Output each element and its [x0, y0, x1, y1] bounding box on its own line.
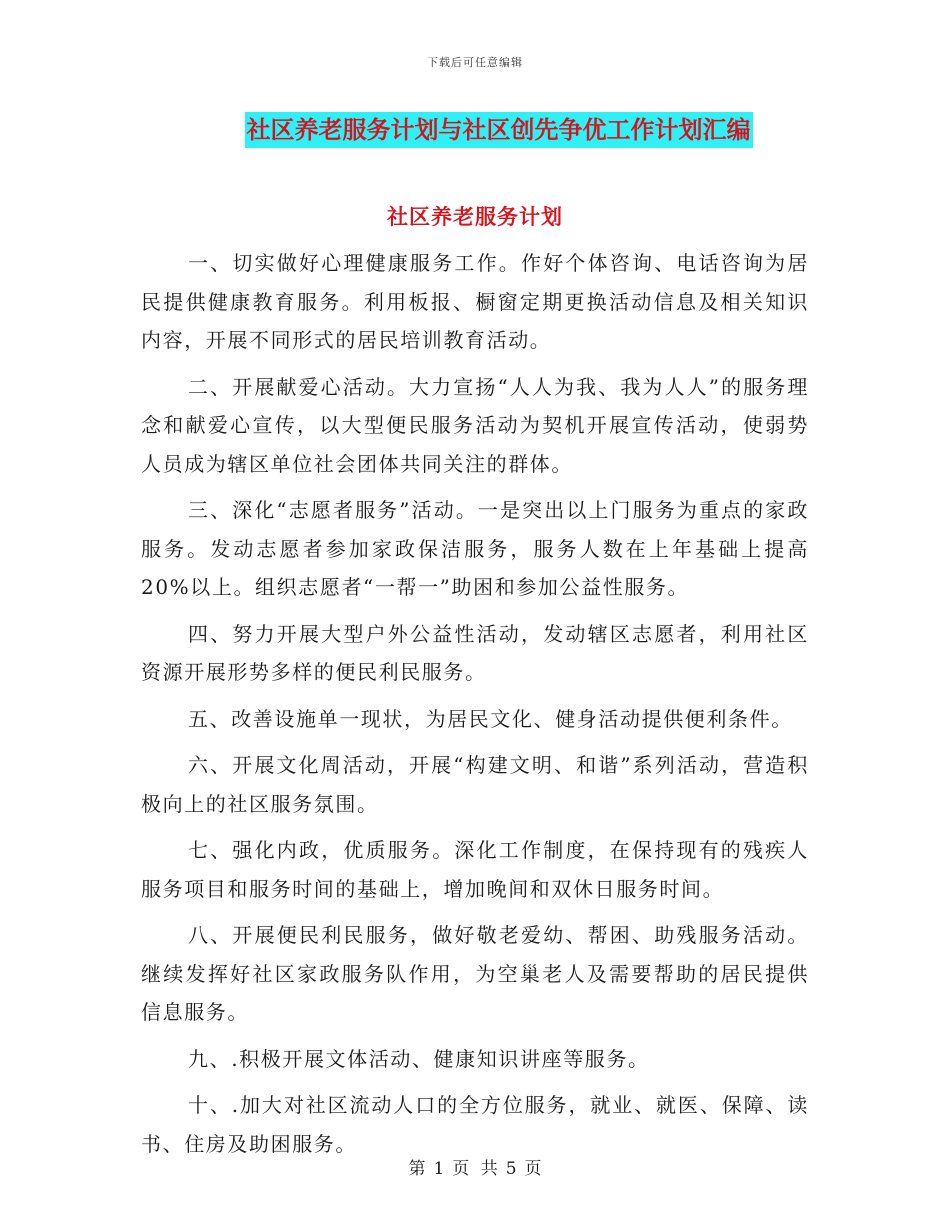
paragraph-9: 九、.积极开展文体活动、健康知识讲座等服务。 [188, 1046, 650, 1071]
page-total: 5 [505, 1159, 517, 1179]
document-title-container [0, 112, 950, 148]
page-label-suffix: 页 [524, 1159, 542, 1179]
header-note: 下载后可任意编辑 [427, 56, 523, 69]
page-label-mid: 页 共 [452, 1159, 498, 1179]
section-title: 社区养老服务计划 [387, 204, 563, 229]
paragraph-4: 四、努力开展大型户外公益性活动，发动辖区志愿者，利用社区资源开展形势多样的便民利民服务。 [141, 621, 809, 684]
document-title: 社区养老服务计划与社区创先争优工作计划汇编 [245, 112, 753, 148]
paragraph-6: 六、开展文化周活动，开展“构建文明、和谐”系列活动，营造积极向上的社区服务氛围。 [141, 753, 809, 816]
document-body [141, 244, 809, 1171]
paragraph-3: 三、深化“志愿者服务”活动。一是突出以上门服务为重点的家政服务。发动志愿者参加家政保洁服务，服务人数在上年基础上提高20%以上。组织志愿者“一帮一”助困和参加公益性服务。 [141, 498, 809, 599]
page-label-prefix: 第 [408, 1159, 426, 1179]
paragraph-5: 五、改善设施单一现状，为居民文化、健身活动提供便利条件。 [188, 706, 793, 731]
page-number: 1 [433, 1159, 445, 1179]
paragraph-10: 十、.加大对社区流动人口的全方位服务，就业、就医、保障、读书、住房及助困服务。 [141, 1093, 809, 1156]
paragraph-1: 一、切实做好心理健康服务工作。作好个体咨询、电话咨询为居民提供健康教育服务。利用板报、橱窗定期更换活动信息及相关知识内容，开展不同形式的居民培训教育活动。 [141, 251, 809, 352]
page-footer [0, 1154, 950, 1179]
paragraph-2: 二、开展献爱心活动。大力宣扬“人人为我、我为人人”的服务理念和献爱心宣传，以大型便民服务活动为契机开展宣传活动，使弱势人员成为辖区单位社会团体共同关注的群体。 [141, 374, 809, 476]
paragraph-8: 八、开展便民利民服务，做好敬老爱幼、帮困、助残服务活动。继续发挥好社区家政服务队作用，为空巢老人及需要帮助的居民提供信息服务。 [141, 923, 809, 1024]
paragraph-7: 七、强化内政，优质服务。深化工作制度，在保持现有的残疾人服务项目和服务时间的基础上，增加晚间和双休日服务时间。 [141, 838, 809, 901]
